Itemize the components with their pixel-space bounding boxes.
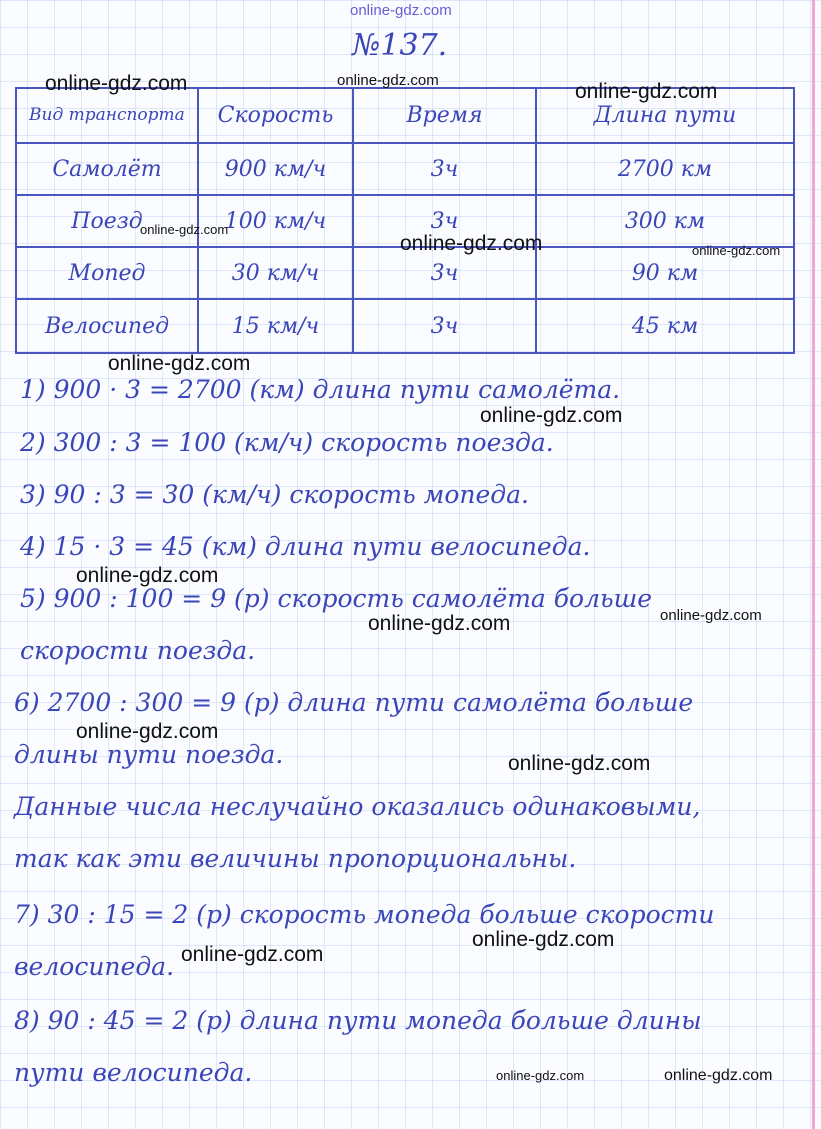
solution-line: 7) 30 : 15 = 2 (р) скорость мопеда больше скорости — [14, 900, 715, 929]
watermark: online-gdz.com — [45, 72, 188, 95]
table-header-cell: Время — [353, 88, 536, 143]
solution-line: 3) 90 : 3 = 30 (км/ч) скорость мопеда. — [20, 480, 529, 509]
table-cell: 3ч — [353, 143, 536, 195]
solution-line: велосипеда. — [14, 952, 175, 981]
solution-line: 8) 90 : 45 = 2 (р) длина пути мопеда больше длины — [14, 1006, 702, 1035]
table-cell: 30 км/ч — [198, 247, 353, 299]
watermark: online-gdz.com — [76, 564, 219, 587]
table-cell: Поезд — [16, 195, 198, 247]
solution-line: длины пути поезда. — [14, 740, 284, 769]
watermark: online-gdz.com — [496, 1068, 585, 1083]
watermark: online-gdz.com — [660, 607, 762, 624]
table-cell: 45 км — [536, 299, 794, 353]
watermark: online-gdz.com — [480, 404, 623, 427]
table-header-cell: Вид транспорта — [16, 88, 198, 143]
table-header-cell: Скорость — [198, 88, 353, 143]
watermark: online-gdz.com — [76, 720, 219, 743]
table-cell: 2700 км — [536, 143, 794, 195]
table-cell: 3ч — [353, 299, 536, 353]
watermark: online-gdz.com — [692, 243, 781, 258]
table-row — [16, 143, 794, 195]
solution-line: Данные числа неслучайно оказались одинаковыми, — [14, 792, 701, 821]
watermark: online-gdz.com — [337, 72, 439, 89]
table-header-cell: Длина пути — [536, 88, 794, 143]
solution-line: скорости поезда. — [20, 636, 256, 665]
table-cell: Велосипед — [16, 299, 198, 353]
solution-line: 6) 2700 : 300 = 9 (р) длина пути самолёта больше — [14, 688, 694, 717]
table-cell: Мопед — [16, 247, 198, 299]
table-row — [16, 299, 794, 353]
solution-line: 1) 900 · 3 = 2700 (км) длина пути самолёта. — [20, 375, 621, 404]
table-cell: 100 км/ч — [198, 195, 353, 247]
solution-line: 5) 900 : 100 = 9 (р) скорость самолёта больше — [20, 584, 653, 613]
table-cell: 3ч — [353, 247, 536, 299]
watermark: online-gdz.com — [368, 612, 511, 635]
watermark: online-gdz.com — [108, 352, 251, 375]
watermark: online-gdz.com — [508, 752, 651, 775]
table-cell: 300 км — [536, 195, 794, 247]
table-cell: 3ч — [353, 195, 536, 247]
watermark: online-gdz.com — [575, 80, 718, 103]
table-cell: 90 км — [536, 247, 794, 299]
watermark: online-gdz.com — [181, 943, 324, 966]
watermark: online-gdz.com — [140, 222, 229, 237]
transport-table — [15, 87, 795, 354]
solution-line: 2) 300 : 3 = 100 (км/ч) скорость поезда. — [20, 428, 554, 457]
watermark: online-gdz.com — [472, 928, 615, 951]
solution-line: пути велосипеда. — [14, 1058, 253, 1087]
watermark-top: online-gdz.com — [350, 2, 452, 19]
watermark: online-gdz.com — [400, 232, 543, 255]
table-cell: 15 км/ч — [198, 299, 353, 353]
page-margin-line — [812, 0, 815, 1129]
watermark: online-gdz.com — [664, 1067, 773, 1084]
table-cell: Самолёт — [16, 143, 198, 195]
task-number: №137. — [352, 28, 448, 63]
solution-line: 4) 15 · 3 = 45 (км) длина пути велосипеда. — [20, 532, 591, 561]
table-cell: 900 км/ч — [198, 143, 353, 195]
solution-line: так как эти величины пропорциональны. — [14, 844, 577, 873]
